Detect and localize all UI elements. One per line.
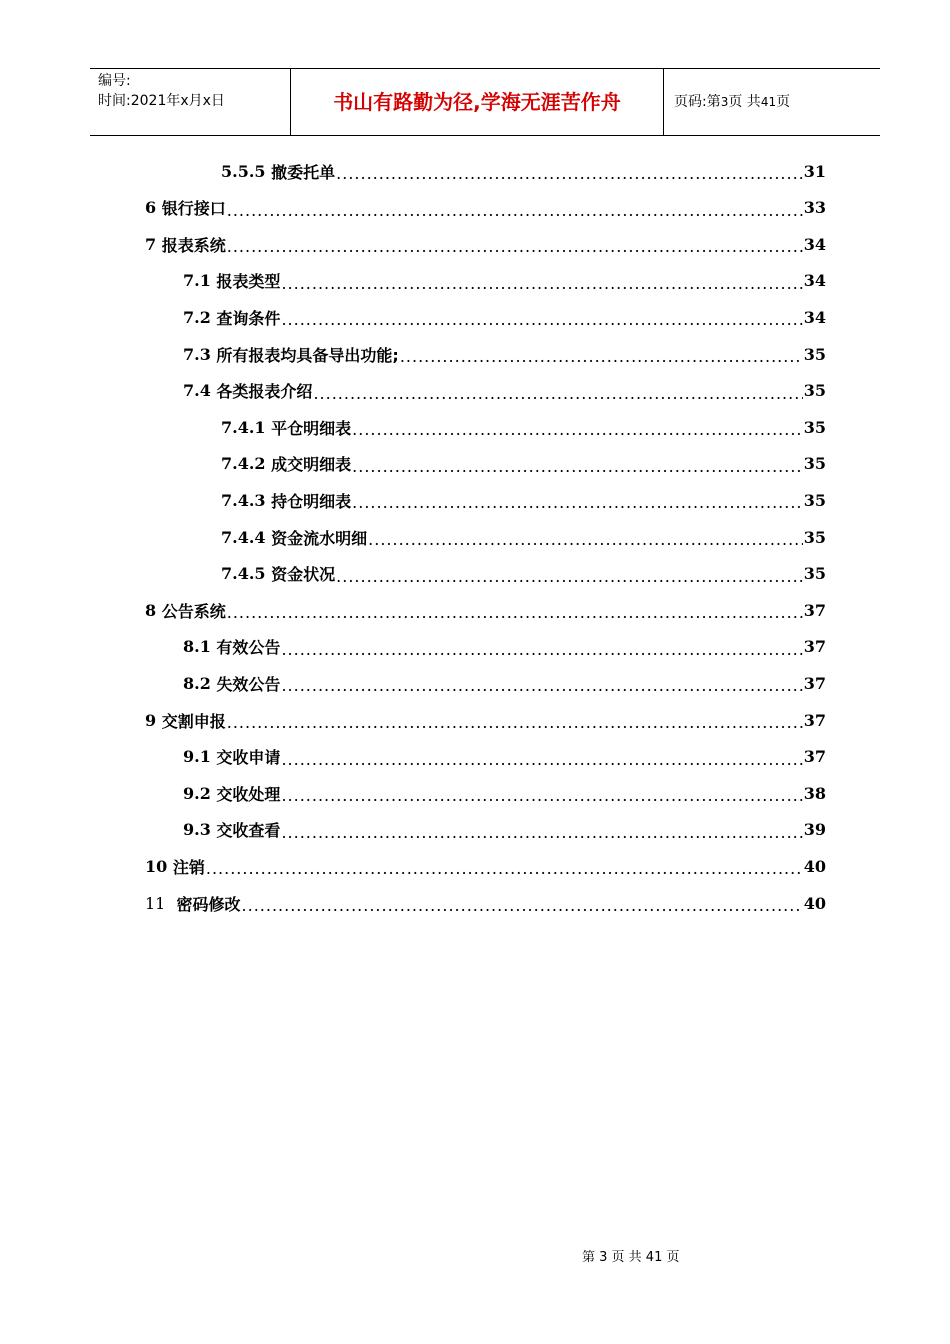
toc-entry-title: 交收申请 [216,748,281,768]
document-number-label: 编号: [98,73,131,89]
toc-entry-title: 失效公告 [216,674,281,694]
page-footer: 第 3 页 共 41 页 [582,1250,680,1265]
document-time-label: 时间:2021年x月x日 [98,93,225,109]
toc-entry-title: 报表系统 [161,235,226,255]
toc-entry-title: 交收处理 [216,784,281,804]
toc-entry-gap [165,894,176,913]
toc-entry-page: 40 [803,856,826,876]
toc-entry[interactable] [183,336,826,372]
toc-entry[interactable] [221,556,826,592]
toc-entry-page: 37 [803,673,826,693]
header-page-info [664,69,880,135]
toc-entry[interactable] [221,519,826,555]
page-total: 41 [760,95,777,109]
toc-entry[interactable] [145,190,826,226]
toc-entry-page: 34 [803,271,826,291]
toc-entry-title: 撤委托单 [271,162,336,182]
toc-entry[interactable] [221,446,826,482]
toc-entry-number: 8 [145,600,157,620]
toc-entry-page: 37 [803,600,826,620]
toc-entry-page: 35 [803,490,826,510]
toc-entry-number: 9.2 [183,783,211,803]
toc-entry-title: 有效公告 [216,638,281,658]
toc-entry-leader [400,349,803,372]
toc-entry-number: 9.3 [183,820,211,840]
toc-entry-page: 35 [803,344,826,364]
toc-entry-number: 7.4.3 [221,490,266,510]
toc-entry-page: 37 [803,710,826,730]
toc-entry-page: 35 [803,454,826,474]
toc-entry-leader [313,386,802,409]
toc-entry-number: 7.3 [183,344,211,364]
toc-entry-leader [281,642,802,665]
toc-entry-page: 35 [803,527,826,547]
toc-entry-number: 7.4 [183,381,211,401]
toc-entry-title: 银行接口 [161,199,226,219]
toc-entry-number: 7.4.5 [221,564,266,584]
toc-entry-number: 5.5.5 [221,161,266,181]
toc-entry-page: 40 [803,893,826,913]
toc-entry-title: 各类报表介绍 [216,382,313,402]
toc-entry-number: 8.1 [183,637,211,657]
toc-entry[interactable] [145,885,826,921]
toc-entry[interactable] [183,739,826,775]
toc-entry-page: 35 [803,381,826,401]
header-meta [90,69,290,135]
toc-entry-page: 38 [803,783,826,803]
toc-entry-leader [227,203,803,226]
toc-entry-number: 7.4.1 [221,417,266,437]
toc-entry-title: 成交明细表 [271,455,352,475]
toc-entry-title: 资金状况 [271,565,336,585]
toc-entry-leader [352,459,803,482]
toc-entry[interactable] [221,153,826,189]
toc-entry-leader [227,239,803,262]
toc-entry[interactable] [183,299,826,335]
toc-entry-leader [281,825,802,848]
toc-entry-leader [227,605,803,628]
toc-entry-leader [281,276,802,299]
toc-entry-leader [281,788,802,811]
toc-entry-leader [281,678,802,701]
toc-entry-number: 7.1 [183,271,211,291]
toc-entry-title: 注销 [172,857,205,877]
toc-entry-number: 7.4.2 [221,454,266,474]
toc-entry[interactable] [183,263,826,299]
page-header [90,68,880,136]
toc-entry-leader [206,861,803,884]
toc-entry-page: 34 [803,307,826,327]
toc-entry-page: 37 [803,637,826,657]
toc-entry-title: 所有报表均具备导出功能; [216,345,399,365]
toc-entry-number: 9 [145,710,157,730]
page-suffix: 页 [776,94,791,110]
toc-entry-leader [352,495,803,518]
toc-entry[interactable] [183,373,826,409]
toc-entry-title: 持仓明细表 [271,491,352,511]
page-current: 3 [720,95,729,109]
toc-entry-number: 7.4.4 [221,527,266,547]
toc-entry[interactable] [145,702,826,738]
toc-entry-number: 8.2 [183,673,211,693]
toc-entry-title: 密码修改 [176,894,241,914]
toc-entry[interactable] [183,629,826,665]
toc-entry-title: 交收查看 [216,821,281,841]
header-motto: 书山有路勤为径,学海无涯苦作舟 [290,69,664,135]
toc-entry-title: 查询条件 [216,308,281,328]
toc-entry-leader [281,752,802,775]
toc-entry[interactable] [183,665,826,701]
toc-entry-leader [281,312,802,335]
page-prefix: 页码:第 [674,94,721,110]
toc-entry[interactable] [145,226,826,262]
toc-entry-leader [368,532,803,555]
toc-entry-number: 9.1 [183,747,211,767]
toc-entry[interactable] [183,775,826,811]
page-mid: 页 共 [728,94,761,110]
toc-entry-page: 39 [803,820,826,840]
toc-entry-leader [352,422,803,445]
toc-entry-title: 交割申报 [161,711,226,731]
toc-entry[interactable] [145,848,826,884]
toc-entry-leader [336,569,803,592]
toc-entry-page: 31 [803,161,826,181]
toc-entry-leader [336,166,803,189]
toc-entry-page: 34 [803,234,826,254]
toc-entry-title: 报表类型 [216,272,281,292]
toc-entry-page: 35 [803,417,826,437]
toc-entry[interactable] [145,592,826,628]
toc-entry-title: 平仓明细表 [271,418,352,438]
toc-entry-page: 33 [803,198,826,218]
toc-entry-page: 37 [803,747,826,767]
toc-entry-number: 6 [145,198,157,218]
toc-entry-title: 资金流水明细 [271,528,368,548]
toc-entry-leader [242,898,803,921]
toc-entry-page: 35 [803,564,826,584]
toc-entry-number: 10 [145,856,168,876]
toc-entry[interactable] [183,812,826,848]
toc-entry-leader [227,715,803,738]
toc-entry[interactable] [221,409,826,445]
toc-entry-number: 7.2 [183,307,211,327]
toc-entry-number: 7 [145,234,157,254]
toc-entry-number: 11 [145,893,166,913]
toc-entry-title: 公告系统 [161,601,226,621]
toc-entry[interactable] [221,482,826,518]
